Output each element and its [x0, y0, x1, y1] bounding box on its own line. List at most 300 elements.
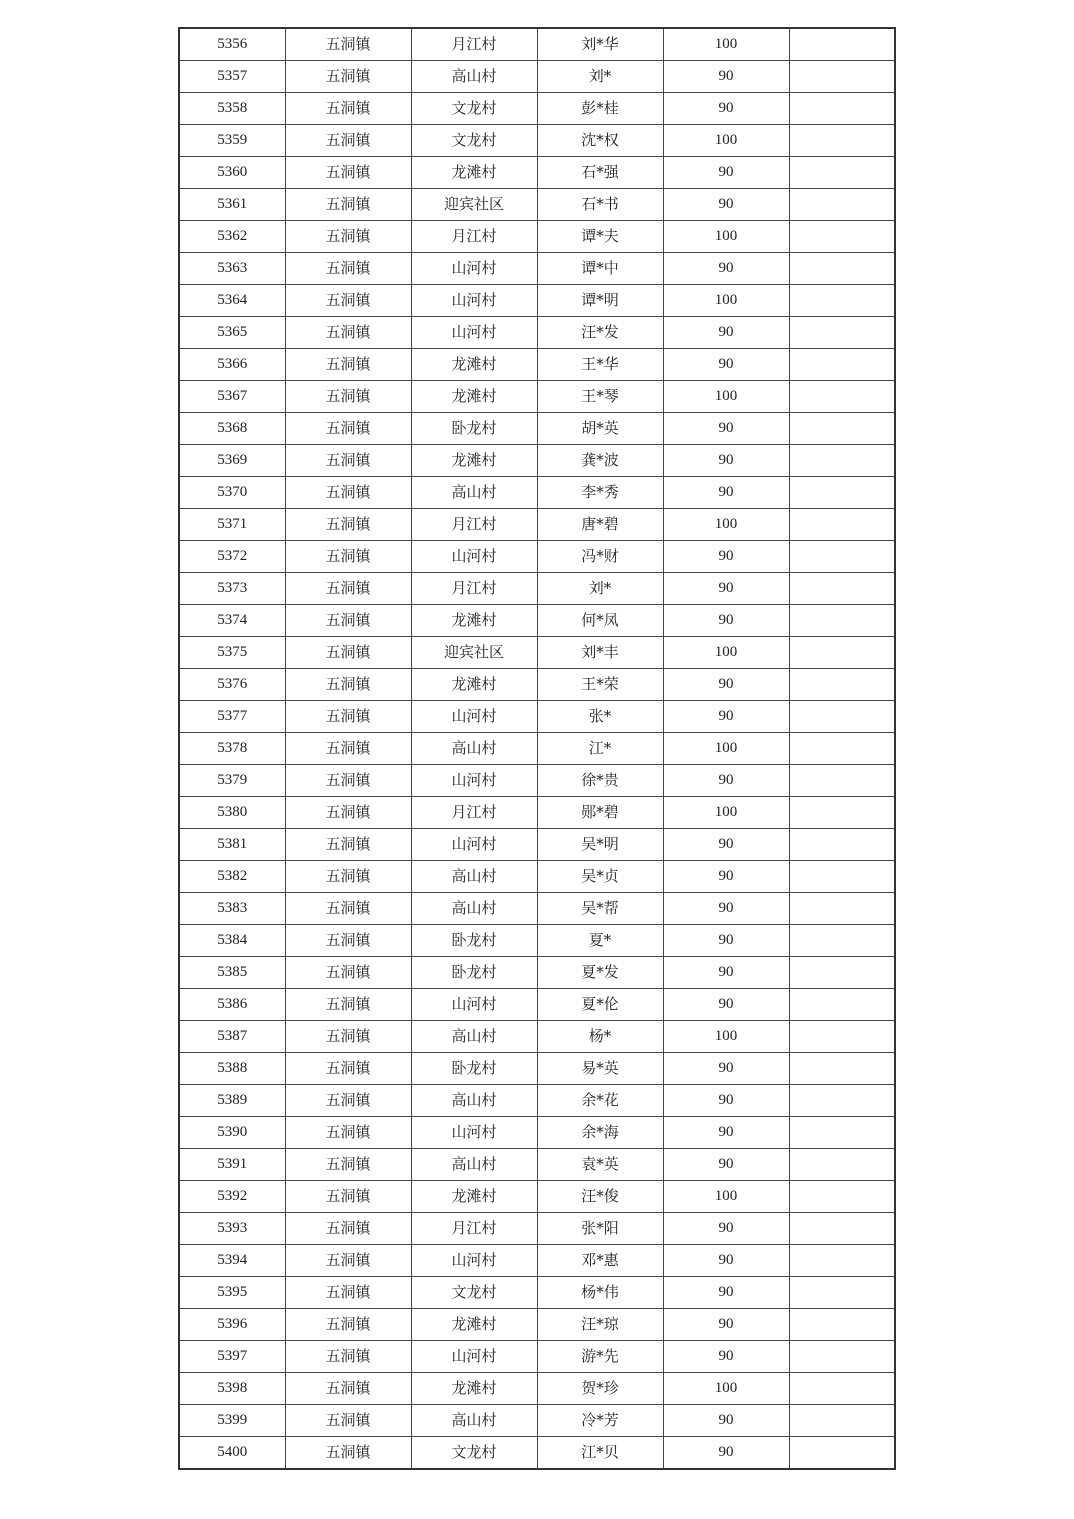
remarks-cell: [789, 669, 895, 701]
village-cell: 文龙村: [411, 1277, 537, 1309]
amount-cell: 90: [663, 829, 789, 861]
town-cell: 五洞镇: [285, 157, 411, 189]
amount-cell: 90: [663, 893, 789, 925]
name-cell: 张*阳: [537, 1213, 663, 1245]
name-cell: 冯*财: [537, 541, 663, 573]
serial-number-cell: 5383: [179, 893, 285, 925]
serial-number-cell: 5367: [179, 381, 285, 413]
serial-number-cell: 5392: [179, 1181, 285, 1213]
name-cell: 游*先: [537, 1341, 663, 1373]
name-cell: 刘*丰: [537, 637, 663, 669]
table-row: [179, 1117, 895, 1149]
table-row: [179, 125, 895, 157]
table-row: [179, 1245, 895, 1277]
name-cell: 龚*波: [537, 445, 663, 477]
village-cell: 龙滩村: [411, 1373, 537, 1405]
table-row: [179, 861, 895, 893]
serial-number-cell: 5372: [179, 541, 285, 573]
remarks-cell: [789, 413, 895, 445]
table-row: [179, 701, 895, 733]
amount-cell: 90: [663, 61, 789, 93]
table-row: [179, 477, 895, 509]
name-cell: 谭*中: [537, 253, 663, 285]
amount-cell: 90: [663, 93, 789, 125]
name-cell: 易*英: [537, 1053, 663, 1085]
table-row: [179, 413, 895, 445]
amount-cell: 90: [663, 605, 789, 637]
serial-number-cell: 5395: [179, 1277, 285, 1309]
remarks-cell: [789, 701, 895, 733]
amount-cell: 100: [663, 1373, 789, 1405]
name-cell: 余*海: [537, 1117, 663, 1149]
amount-cell: 90: [663, 1085, 789, 1117]
amount-cell: 90: [663, 669, 789, 701]
town-cell: 五洞镇: [285, 93, 411, 125]
table-row: [179, 61, 895, 93]
amount-cell: 90: [663, 1149, 789, 1181]
table-row: [179, 221, 895, 253]
name-cell: 沈*权: [537, 125, 663, 157]
serial-number-cell: 5388: [179, 1053, 285, 1085]
amount-cell: 90: [663, 1405, 789, 1437]
remarks-cell: [789, 509, 895, 541]
serial-number-cell: 5369: [179, 445, 285, 477]
serial-number-cell: 5378: [179, 733, 285, 765]
village-cell: 卧龙村: [411, 957, 537, 989]
table-row: [179, 28, 895, 61]
village-cell: 山河村: [411, 285, 537, 317]
serial-number-cell: 5391: [179, 1149, 285, 1181]
town-cell: 五洞镇: [285, 1181, 411, 1213]
remarks-cell: [789, 605, 895, 637]
table-row: [179, 1181, 895, 1213]
name-cell: 杨*: [537, 1021, 663, 1053]
amount-cell: 90: [663, 413, 789, 445]
name-cell: 彭*桂: [537, 93, 663, 125]
name-cell: 余*花: [537, 1085, 663, 1117]
name-cell: 冷*芳: [537, 1405, 663, 1437]
table-row: [179, 1341, 895, 1373]
serial-number-cell: 5380: [179, 797, 285, 829]
table-row: [179, 733, 895, 765]
table-row: [179, 1373, 895, 1405]
name-cell: 徐*贵: [537, 765, 663, 797]
amount-cell: 90: [663, 317, 789, 349]
village-cell: 龙滩村: [411, 445, 537, 477]
name-cell: 石*强: [537, 157, 663, 189]
name-cell: 邓*惠: [537, 1245, 663, 1277]
table-row: [179, 989, 895, 1021]
serial-number-cell: 5393: [179, 1213, 285, 1245]
village-cell: 文龙村: [411, 125, 537, 157]
village-cell: 月江村: [411, 509, 537, 541]
town-cell: 五洞镇: [285, 317, 411, 349]
amount-cell: 100: [663, 797, 789, 829]
town-cell: 五洞镇: [285, 349, 411, 381]
village-cell: 高山村: [411, 893, 537, 925]
table-row: [179, 1309, 895, 1341]
amount-cell: 100: [663, 221, 789, 253]
town-cell: 五洞镇: [285, 189, 411, 221]
town-cell: 五洞镇: [285, 541, 411, 573]
town-cell: 五洞镇: [285, 1085, 411, 1117]
name-cell: 刘*: [537, 573, 663, 605]
town-cell: 五洞镇: [285, 413, 411, 445]
village-cell: 卧龙村: [411, 413, 537, 445]
village-cell: 山河村: [411, 989, 537, 1021]
town-cell: 五洞镇: [285, 829, 411, 861]
amount-cell: 90: [663, 1213, 789, 1245]
table-row: [179, 1213, 895, 1245]
remarks-cell: [789, 1085, 895, 1117]
remarks-cell: [789, 925, 895, 957]
serial-number-cell: 5397: [179, 1341, 285, 1373]
remarks-cell: [789, 445, 895, 477]
remarks-cell: [789, 1021, 895, 1053]
serial-number-cell: 5356: [179, 28, 285, 61]
town-cell: 五洞镇: [285, 1341, 411, 1373]
remarks-cell: [789, 797, 895, 829]
amount-cell: 90: [663, 925, 789, 957]
table-row: [179, 541, 895, 573]
town-cell: 五洞镇: [285, 1373, 411, 1405]
town-cell: 五洞镇: [285, 1149, 411, 1181]
town-cell: 五洞镇: [285, 861, 411, 893]
table-row: [179, 797, 895, 829]
serial-number-cell: 5381: [179, 829, 285, 861]
serial-number-cell: 5361: [179, 189, 285, 221]
name-cell: 谭*明: [537, 285, 663, 317]
village-cell: 山河村: [411, 829, 537, 861]
remarks-cell: [789, 221, 895, 253]
table-row: [179, 1437, 895, 1470]
village-cell: 龙滩村: [411, 381, 537, 413]
table-row: [179, 285, 895, 317]
name-cell: 石*书: [537, 189, 663, 221]
serial-number-cell: 5364: [179, 285, 285, 317]
town-cell: 五洞镇: [285, 221, 411, 253]
remarks-cell: [789, 157, 895, 189]
amount-cell: 100: [663, 1021, 789, 1053]
amount-cell: 90: [663, 157, 789, 189]
town-cell: 五洞镇: [285, 381, 411, 413]
town-cell: 五洞镇: [285, 637, 411, 669]
table-row: [179, 1149, 895, 1181]
table-row: [179, 189, 895, 221]
remarks-cell: [789, 733, 895, 765]
village-cell: 高山村: [411, 861, 537, 893]
table-row: [179, 317, 895, 349]
town-cell: 五洞镇: [285, 573, 411, 605]
name-cell: 张*: [537, 701, 663, 733]
records-table: [178, 27, 896, 1470]
village-cell: 高山村: [411, 61, 537, 93]
table-row: [179, 157, 895, 189]
serial-number-cell: 5368: [179, 413, 285, 445]
amount-cell: 90: [663, 1277, 789, 1309]
serial-number-cell: 5373: [179, 573, 285, 605]
remarks-cell: [789, 989, 895, 1021]
table-row: [179, 1277, 895, 1309]
name-cell: 袁*英: [537, 1149, 663, 1181]
serial-number-cell: 5357: [179, 61, 285, 93]
remarks-cell: [789, 861, 895, 893]
village-cell: 龙滩村: [411, 605, 537, 637]
amount-cell: 90: [663, 189, 789, 221]
name-cell: 汪*琼: [537, 1309, 663, 1341]
table-row: [179, 509, 895, 541]
table-row: [179, 893, 895, 925]
town-cell: 五洞镇: [285, 1117, 411, 1149]
town-cell: 五洞镇: [285, 253, 411, 285]
remarks-cell: [789, 285, 895, 317]
table-row: [179, 637, 895, 669]
town-cell: 五洞镇: [285, 797, 411, 829]
remarks-cell: [789, 637, 895, 669]
table-row: [179, 765, 895, 797]
village-cell: 月江村: [411, 573, 537, 605]
table-row: [179, 349, 895, 381]
town-cell: 五洞镇: [285, 893, 411, 925]
serial-number-cell: 5400: [179, 1437, 285, 1470]
remarks-cell: [789, 829, 895, 861]
village-cell: 迎宾社区: [411, 637, 537, 669]
village-cell: 山河村: [411, 317, 537, 349]
remarks-cell: [789, 1437, 895, 1470]
town-cell: 五洞镇: [285, 445, 411, 477]
remarks-cell: [789, 1245, 895, 1277]
name-cell: 王*琴: [537, 381, 663, 413]
village-cell: 月江村: [411, 221, 537, 253]
town-cell: 五洞镇: [285, 285, 411, 317]
serial-number-cell: 5399: [179, 1405, 285, 1437]
name-cell: 谭*夫: [537, 221, 663, 253]
town-cell: 五洞镇: [285, 957, 411, 989]
village-cell: 文龙村: [411, 93, 537, 125]
remarks-cell: [789, 28, 895, 61]
remarks-cell: [789, 1213, 895, 1245]
amount-cell: 90: [663, 573, 789, 605]
table-row: [179, 1405, 895, 1437]
town-cell: 五洞镇: [285, 477, 411, 509]
village-cell: 高山村: [411, 477, 537, 509]
amount-cell: 100: [663, 125, 789, 157]
amount-cell: 90: [663, 957, 789, 989]
remarks-cell: [789, 1117, 895, 1149]
town-cell: 五洞镇: [285, 925, 411, 957]
name-cell: 郧*碧: [537, 797, 663, 829]
village-cell: 迎宾社区: [411, 189, 537, 221]
amount-cell: 90: [663, 1437, 789, 1470]
table-row: [179, 669, 895, 701]
amount-cell: 90: [663, 861, 789, 893]
table-body: [179, 28, 895, 1469]
serial-number-cell: 5382: [179, 861, 285, 893]
serial-number-cell: 5374: [179, 605, 285, 637]
town-cell: 五洞镇: [285, 1277, 411, 1309]
name-cell: 吴*明: [537, 829, 663, 861]
town-cell: 五洞镇: [285, 1245, 411, 1277]
amount-cell: 90: [663, 1245, 789, 1277]
name-cell: 夏*: [537, 925, 663, 957]
table-row: [179, 381, 895, 413]
amount-cell: 90: [663, 477, 789, 509]
village-cell: 山河村: [411, 253, 537, 285]
town-cell: 五洞镇: [285, 1213, 411, 1245]
table-row: [179, 605, 895, 637]
amount-cell: 100: [663, 733, 789, 765]
remarks-cell: [789, 93, 895, 125]
village-cell: 高山村: [411, 733, 537, 765]
name-cell: 吴*贞: [537, 861, 663, 893]
serial-number-cell: 5365: [179, 317, 285, 349]
serial-number-cell: 5358: [179, 93, 285, 125]
name-cell: 贺*珍: [537, 1373, 663, 1405]
village-cell: 山河村: [411, 701, 537, 733]
village-cell: 龙滩村: [411, 1181, 537, 1213]
serial-number-cell: 5390: [179, 1117, 285, 1149]
serial-number-cell: 5362: [179, 221, 285, 253]
town-cell: 五洞镇: [285, 605, 411, 637]
serial-number-cell: 5398: [179, 1373, 285, 1405]
amount-cell: 100: [663, 1181, 789, 1213]
remarks-cell: [789, 893, 895, 925]
amount-cell: 90: [663, 1117, 789, 1149]
town-cell: 五洞镇: [285, 1405, 411, 1437]
serial-number-cell: 5359: [179, 125, 285, 157]
amount-cell: 100: [663, 285, 789, 317]
remarks-cell: [789, 765, 895, 797]
name-cell: 汪*俊: [537, 1181, 663, 1213]
serial-number-cell: 5386: [179, 989, 285, 1021]
amount-cell: 90: [663, 1309, 789, 1341]
village-cell: 月江村: [411, 28, 537, 61]
village-cell: 龙滩村: [411, 349, 537, 381]
village-cell: 龙滩村: [411, 1309, 537, 1341]
village-cell: 高山村: [411, 1021, 537, 1053]
serial-number-cell: 5396: [179, 1309, 285, 1341]
name-cell: 李*秀: [537, 477, 663, 509]
serial-number-cell: 5394: [179, 1245, 285, 1277]
serial-number-cell: 5389: [179, 1085, 285, 1117]
amount-cell: 100: [663, 28, 789, 61]
town-cell: 五洞镇: [285, 669, 411, 701]
amount-cell: 100: [663, 509, 789, 541]
table-row: [179, 573, 895, 605]
serial-number-cell: 5371: [179, 509, 285, 541]
amount-cell: 90: [663, 253, 789, 285]
village-cell: 卧龙村: [411, 925, 537, 957]
name-cell: 王*荣: [537, 669, 663, 701]
name-cell: 杨*伟: [537, 1277, 663, 1309]
serial-number-cell: 5377: [179, 701, 285, 733]
town-cell: 五洞镇: [285, 1021, 411, 1053]
remarks-cell: [789, 381, 895, 413]
table-row: [179, 1021, 895, 1053]
serial-number-cell: 5360: [179, 157, 285, 189]
amount-cell: 90: [663, 1053, 789, 1085]
village-cell: 山河村: [411, 1117, 537, 1149]
remarks-cell: [789, 1053, 895, 1085]
name-cell: 王*华: [537, 349, 663, 381]
serial-number-cell: 5375: [179, 637, 285, 669]
amount-cell: 90: [663, 445, 789, 477]
town-cell: 五洞镇: [285, 1053, 411, 1085]
village-cell: 卧龙村: [411, 1053, 537, 1085]
village-cell: 高山村: [411, 1149, 537, 1181]
remarks-cell: [789, 957, 895, 989]
village-cell: 高山村: [411, 1405, 537, 1437]
remarks-cell: [789, 253, 895, 285]
town-cell: 五洞镇: [285, 61, 411, 93]
village-cell: 山河村: [411, 765, 537, 797]
remarks-cell: [789, 1181, 895, 1213]
name-cell: 胡*英: [537, 413, 663, 445]
town-cell: 五洞镇: [285, 733, 411, 765]
table-row: [179, 93, 895, 125]
table-row: [179, 253, 895, 285]
town-cell: 五洞镇: [285, 1309, 411, 1341]
name-cell: 江*贝: [537, 1437, 663, 1470]
serial-number-cell: 5385: [179, 957, 285, 989]
remarks-cell: [789, 189, 895, 221]
table-row: [179, 1053, 895, 1085]
name-cell: 唐*碧: [537, 509, 663, 541]
remarks-cell: [789, 1309, 895, 1341]
remarks-cell: [789, 573, 895, 605]
remarks-cell: [789, 317, 895, 349]
table-row: [179, 957, 895, 989]
town-cell: 五洞镇: [285, 701, 411, 733]
village-cell: 山河村: [411, 541, 537, 573]
amount-cell: 90: [663, 765, 789, 797]
amount-cell: 90: [663, 349, 789, 381]
name-cell: 汪*发: [537, 317, 663, 349]
name-cell: 江*: [537, 733, 663, 765]
table-row: [179, 1085, 895, 1117]
village-cell: 月江村: [411, 1213, 537, 1245]
name-cell: 夏*发: [537, 957, 663, 989]
village-cell: 龙滩村: [411, 669, 537, 701]
town-cell: 五洞镇: [285, 765, 411, 797]
remarks-cell: [789, 1405, 895, 1437]
amount-cell: 100: [663, 637, 789, 669]
name-cell: 何*凤: [537, 605, 663, 637]
remarks-cell: [789, 1277, 895, 1309]
remarks-cell: [789, 1341, 895, 1373]
remarks-cell: [789, 1373, 895, 1405]
amount-cell: 100: [663, 381, 789, 413]
serial-number-cell: 5363: [179, 253, 285, 285]
village-cell: 文龙村: [411, 1437, 537, 1470]
remarks-cell: [789, 349, 895, 381]
town-cell: 五洞镇: [285, 28, 411, 61]
name-cell: 夏*伦: [537, 989, 663, 1021]
village-cell: 山河村: [411, 1341, 537, 1373]
amount-cell: 90: [663, 989, 789, 1021]
town-cell: 五洞镇: [285, 509, 411, 541]
table-row: [179, 445, 895, 477]
remarks-cell: [789, 477, 895, 509]
amount-cell: 90: [663, 701, 789, 733]
serial-number-cell: 5379: [179, 765, 285, 797]
remarks-cell: [789, 1149, 895, 1181]
village-cell: 山河村: [411, 1245, 537, 1277]
name-cell: 刘*华: [537, 28, 663, 61]
serial-number-cell: 5384: [179, 925, 285, 957]
village-cell: 月江村: [411, 797, 537, 829]
serial-number-cell: 5387: [179, 1021, 285, 1053]
